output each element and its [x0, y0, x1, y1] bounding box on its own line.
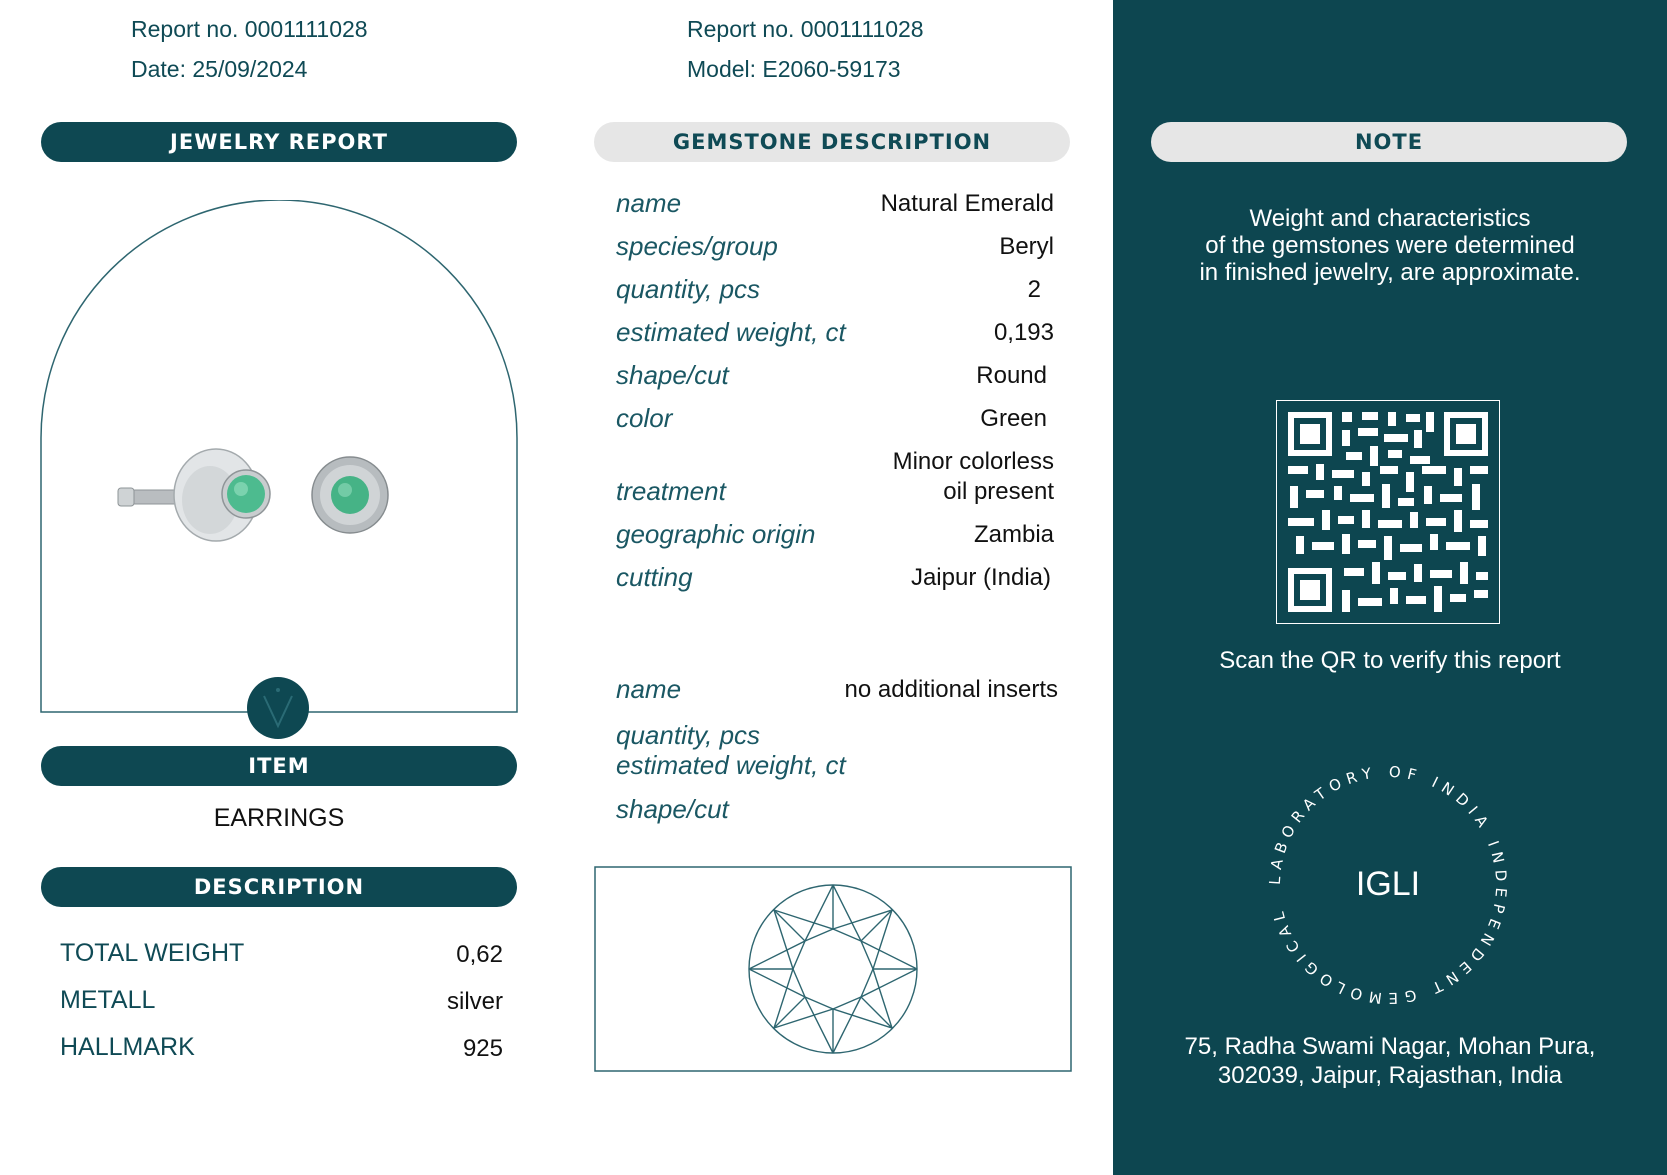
gem-name-value: Natural Emerald — [880, 190, 1054, 217]
gem-color-value: Green — [980, 405, 1047, 432]
note-line-1: Weight and characteristics — [1249, 205, 1531, 232]
description-heading: DESCRIPTION — [41, 867, 517, 907]
gem-shape-value: Round — [976, 362, 1047, 389]
gem-quantity-value: 2 — [1027, 276, 1041, 303]
total-weight-label: TOTAL WEIGHT — [60, 939, 245, 967]
item-heading: ITEM — [41, 746, 517, 786]
insert-name-label: name — [616, 674, 682, 704]
hallmark-label: HALLMARK — [60, 1033, 195, 1061]
brand-logo-icon — [246, 676, 310, 740]
gem-cutting-label: cutting — [616, 562, 693, 592]
jewelry-photo-frame — [38, 200, 522, 720]
insert-shape-label: shape/cut — [616, 794, 729, 824]
report-number-2: Report no. 0001111028 — [687, 16, 924, 42]
gem-species-value: Beryl — [999, 233, 1054, 260]
gem-origin-label: geographic origin — [616, 519, 816, 549]
total-weight-value: 0,62 — [456, 941, 503, 968]
gem-weight-label: estimated weight, ct — [616, 317, 846, 347]
address-line-2: 302039, Jaipur, Rajasthan, India — [1217, 1062, 1563, 1089]
qr-code-icon[interactable] — [1276, 400, 1500, 624]
earring-front-image — [312, 457, 388, 533]
note-heading: NOTE — [1151, 122, 1627, 162]
seal-ring-text: LABORATORY OF INDIA INDEPENDENT GEMOLOGICAL — [1265, 762, 1511, 1008]
report-date: Date: 25/09/2024 — [131, 56, 308, 82]
gem-origin-value: Zambia — [973, 521, 1054, 548]
insert-weight-label: estimated weight, ct — [616, 750, 846, 780]
round-cut-diagram — [594, 866, 1072, 1072]
gem-treatment-value-line1: Minor colorless — [892, 448, 1054, 475]
gem-color-label: color — [616, 403, 673, 433]
gem-cutting-value: Jaipur (India) — [910, 564, 1051, 591]
insert-quantity-label: quantity, pcs — [616, 720, 761, 750]
metal-value: silver — [446, 988, 503, 1015]
address-line-1: 75, Radha Swami Nagar, Mohan Pura, — [1184, 1033, 1596, 1060]
igli-seal — [1245, 742, 1531, 1028]
earring-side-image — [118, 449, 270, 541]
gem-quantity-label: quantity, pcs — [616, 274, 761, 304]
note-line-3: in finished jewelry, are approximate. — [1199, 259, 1581, 286]
qr-caption: Scan the QR to verify this report — [1219, 647, 1561, 674]
gem-species-label: species/group — [616, 231, 778, 261]
insert-name-value: no additional inserts — [844, 676, 1058, 703]
model-number: Model: E2060-59173 — [687, 56, 901, 82]
gem-treatment-label: treatment — [616, 476, 726, 506]
item-value: EARRINGS — [213, 804, 345, 832]
gem-shape-label: shape/cut — [616, 360, 729, 390]
jewelry-report-heading: JEWELRY REPORT — [41, 122, 517, 162]
hallmark-value: 925 — [462, 1035, 503, 1062]
gemstone-description-heading: GEMSTONE DESCRIPTION — [594, 122, 1070, 162]
seal-center-text: IGLI — [1355, 865, 1421, 903]
report-number: Report no. 0001111028 — [131, 16, 368, 42]
metal-label: METALL — [60, 986, 156, 1014]
gem-weight-value: 0,193 — [993, 319, 1054, 346]
note-line-2: of the gemstones were determined — [1205, 232, 1575, 259]
gem-name-label: name — [616, 188, 682, 218]
gem-treatment-value-line2: oil present — [943, 478, 1054, 505]
